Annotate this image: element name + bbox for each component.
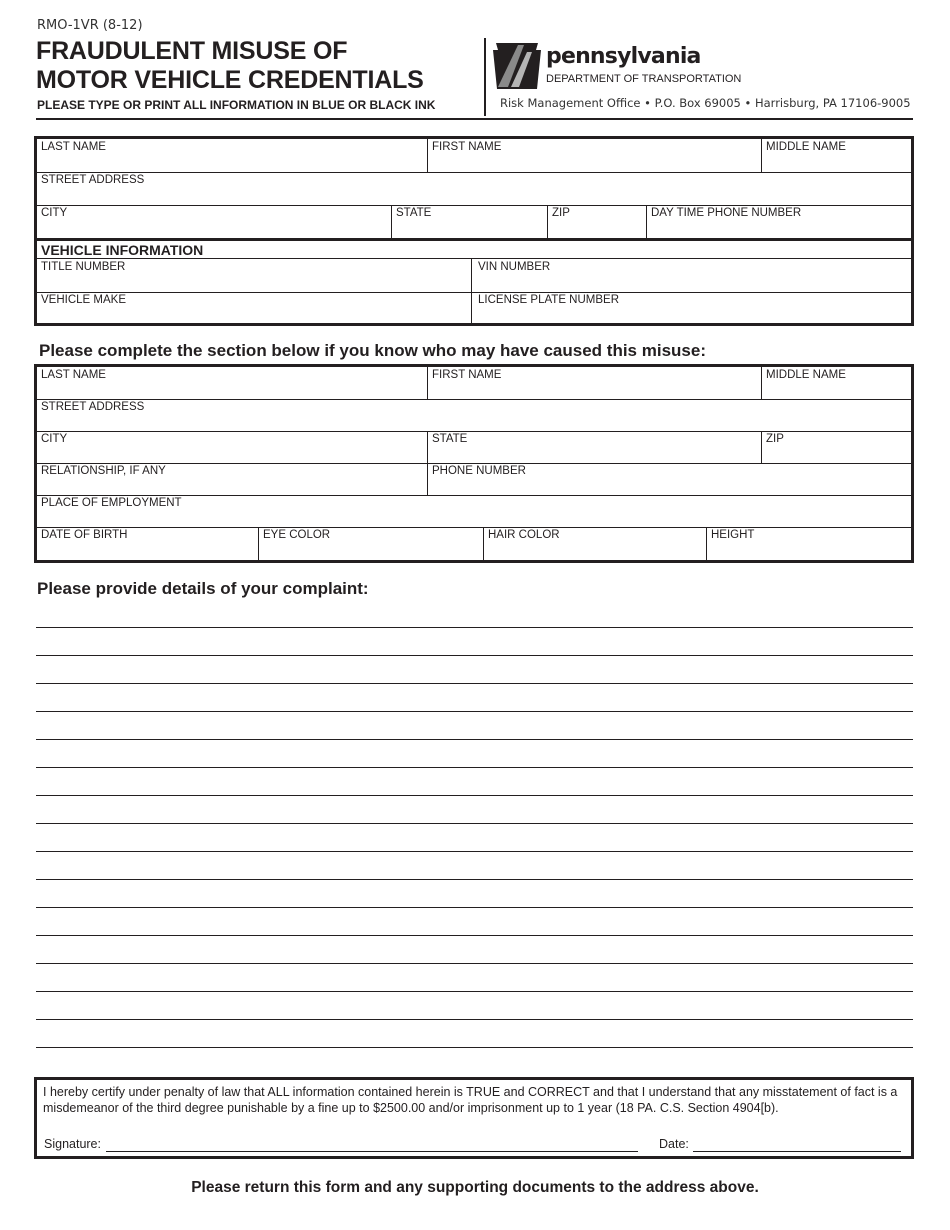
suspect-state-field[interactable]: [431, 447, 758, 461]
suspect-relationship-row: [37, 463, 911, 496]
vehicle-heading-row: [37, 241, 911, 259]
city-row: [37, 205, 911, 241]
complaint-line[interactable]: [36, 935, 913, 936]
complaint-line[interactable]: [36, 879, 913, 880]
ink-instruction: PLEASE TYPE OR PRINT ALL INFORMATION IN BLUE OR BLACK INK: [37, 98, 436, 112]
title-number-label: TITLE NUMBER: [41, 261, 126, 273]
first-name-label: FIRST NAME: [432, 141, 502, 153]
employment-cell: [37, 495, 911, 527]
middle-name-cell: [761, 139, 911, 172]
street-address-cell: [37, 172, 911, 205]
street-address-field[interactable]: [40, 189, 908, 203]
physical-description-row: [37, 527, 911, 560]
complaint-line[interactable]: [36, 739, 913, 740]
state-label: STATE: [396, 207, 432, 219]
suspect-first-name-field[interactable]: [431, 383, 758, 397]
suspect-last-name-label: LAST NAME: [41, 369, 106, 381]
last-name-field[interactable]: [40, 156, 424, 170]
first-name-cell: [427, 139, 761, 172]
suspect-middle-name-field[interactable]: [765, 383, 908, 397]
last-name-cell: [37, 139, 427, 172]
brand-name: pennsylvania: [546, 44, 701, 69]
suspect-state-cell: [427, 431, 761, 463]
license-plate-label: LICENSE PLATE NUMBER: [478, 294, 620, 306]
vehicle-make-label: VEHICLE MAKE: [41, 294, 126, 306]
complaint-line[interactable]: [36, 795, 913, 796]
license-plate-field[interactable]: [475, 307, 908, 321]
hair-color-label: HAIR COLOR: [488, 529, 560, 541]
date-label: Date:: [659, 1137, 689, 1151]
form-title: [36, 37, 424, 95]
header-divider: [484, 38, 486, 116]
suspect-zip-cell: [761, 431, 911, 463]
suspect-section: [34, 364, 914, 563]
dob-field[interactable]: [40, 544, 255, 558]
complaint-line[interactable]: [36, 1019, 913, 1020]
suspect-city-cell: [37, 431, 427, 463]
complaint-line[interactable]: [36, 991, 913, 992]
signature-label: Signature:: [44, 1137, 101, 1151]
suspect-last-name-field[interactable]: [40, 383, 424, 397]
middle-name-label: MIDDLE NAME: [766, 141, 846, 153]
employment-label: PLACE OF EMPLOYMENT: [41, 497, 182, 509]
vin-number-label: VIN NUMBER: [478, 261, 551, 273]
complainant-section: [34, 136, 914, 326]
middle-name-field[interactable]: [765, 156, 908, 170]
suspect-street-row: [37, 399, 911, 432]
suspect-middle-name-cell: [761, 367, 911, 399]
suspect-phone-label: PHONE NUMBER: [432, 465, 526, 477]
daytime-phone-field[interactable]: [650, 222, 908, 236]
state-cell: [391, 205, 547, 238]
complaint-line[interactable]: [36, 627, 913, 628]
suspect-first-name-cell: [427, 367, 761, 399]
complaint-line[interactable]: [36, 1047, 913, 1048]
hair-color-cell: [483, 527, 706, 560]
height-label: HEIGHT: [711, 529, 755, 541]
suspect-city-label: CITY: [41, 433, 68, 445]
zip-label: ZIP: [552, 207, 570, 219]
suspect-name-row: [37, 367, 911, 400]
employment-field[interactable]: [40, 511, 908, 525]
zip-field[interactable]: [551, 222, 643, 236]
suspect-middle-name-label: MIDDLE NAME: [766, 369, 846, 381]
return-instructions: Please return this form and any supporting documents to the address above.: [191, 1179, 759, 1196]
complaint-line[interactable]: [36, 711, 913, 712]
form-title-line-1: FRAUDULENT MISUSE OF: [36, 37, 348, 65]
complaint-line[interactable]: [36, 683, 913, 684]
eye-color-label: EYE COLOR: [263, 529, 331, 541]
suspect-zip-field[interactable]: [765, 447, 908, 461]
suspect-street-cell: [37, 399, 911, 431]
title-vin-row: [37, 259, 911, 293]
street-address-label: STREET ADDRESS: [41, 174, 145, 186]
name-row: [37, 139, 911, 173]
daytime-phone-label: DAY TIME PHONE NUMBER: [651, 207, 802, 219]
header-rule: [36, 118, 913, 120]
suspect-first-name-label: FIRST NAME: [432, 369, 502, 381]
dob-label: DATE OF BIRTH: [41, 529, 128, 541]
hair-color-field[interactable]: [487, 544, 703, 558]
suspect-city-row: [37, 431, 911, 464]
vin-number-cell: [471, 259, 911, 292]
dob-cell: [37, 527, 258, 560]
make-plate-row: [37, 292, 911, 323]
first-name-field[interactable]: [431, 156, 758, 170]
state-field[interactable]: [395, 222, 544, 236]
complaint-line[interactable]: [36, 851, 913, 852]
certification-statement: I hereby certify under penalty of law that ALL information contained herein is TRUE and CORRECT and that I understand that any misstatement of fact is a misdemeanor of the third degree punishable by a fine up to $2500.00 and/or imprisonment up to 1 year (18 PA. C.S. Section 4904[b).: [43, 1085, 898, 1115]
suspect-city-field[interactable]: [40, 447, 424, 461]
suspect-last-name-cell: [37, 367, 427, 399]
complaint-line[interactable]: [36, 907, 913, 908]
eye-color-field[interactable]: [262, 544, 480, 558]
eye-color-cell: [258, 527, 483, 560]
suspect-phone-field[interactable]: [431, 479, 908, 493]
complaint-line[interactable]: [36, 963, 913, 964]
suspect-phone-cell: [427, 463, 911, 495]
vehicle-make-field[interactable]: [40, 307, 468, 321]
relationship-cell: [37, 463, 427, 495]
license-plate-cell: [471, 292, 911, 323]
complaint-heading: Please provide details of your complaint:: [37, 579, 369, 598]
certification-box: [34, 1077, 914, 1159]
employment-row: [37, 495, 911, 528]
zip-cell: [547, 205, 646, 238]
mailing-address: Risk Management Office • P.O. Box 69005 • Harrisburg, PA 17106-9005: [500, 96, 911, 110]
suspect-state-label: STATE: [432, 433, 468, 445]
complaint-line[interactable]: [36, 655, 913, 656]
department-name: DEPARTMENT OF TRANSPORTATION: [546, 73, 742, 85]
height-field[interactable]: [710, 544, 908, 558]
last-name-label: LAST NAME: [41, 141, 106, 153]
complaint-line[interactable]: [36, 823, 913, 824]
suspect-section-heading: Please complete the section below if you know who may have caused this misuse:: [39, 341, 706, 360]
complaint-line[interactable]: [36, 767, 913, 768]
city-field[interactable]: [40, 222, 388, 236]
relationship-label: RELATIONSHIP, IF ANY: [41, 465, 166, 477]
title-number-cell: [37, 259, 471, 292]
title-number-field[interactable]: [40, 276, 468, 290]
form-title-line-2: MOTOR VEHICLE CREDENTIALS: [36, 66, 424, 94]
form-code: RMO-1VR (8-12): [37, 18, 143, 33]
vehicle-make-cell: [37, 292, 471, 323]
vehicle-info-heading: VEHICLE INFORMATION: [41, 242, 204, 258]
street-row: [37, 172, 911, 206]
height-cell: [706, 527, 911, 560]
suspect-street-field[interactable]: [40, 415, 908, 429]
city-cell: [37, 205, 391, 238]
keystone-logo-icon: [492, 42, 542, 90]
relationship-field[interactable]: [40, 479, 424, 493]
city-label: CITY: [41, 207, 68, 219]
vin-number-field[interactable]: [475, 276, 908, 290]
date-line[interactable]: [693, 1151, 901, 1152]
suspect-zip-label: ZIP: [766, 433, 784, 445]
signature-line[interactable]: [106, 1151, 638, 1152]
daytime-phone-cell: [646, 205, 911, 238]
suspect-street-label: STREET ADDRESS: [41, 401, 145, 413]
